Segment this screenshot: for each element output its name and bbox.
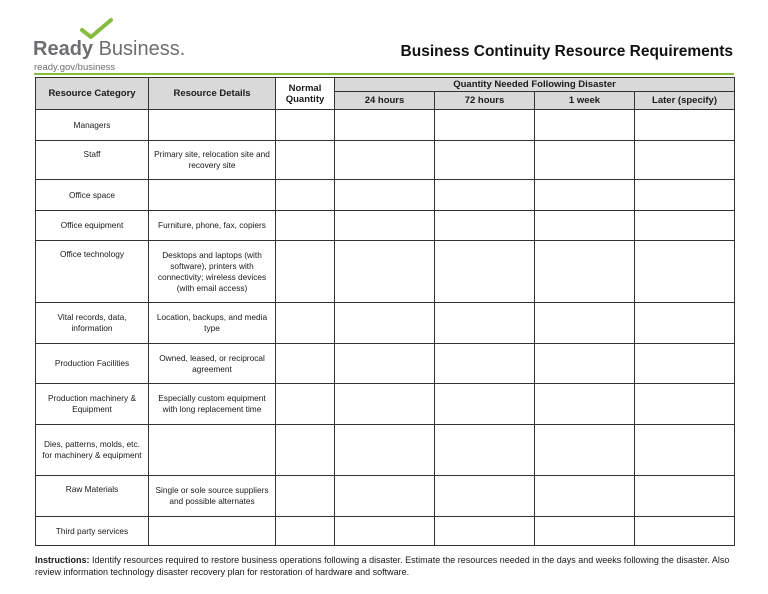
row-details: Furniture, phone, fax, copiers [149, 211, 276, 241]
qty-1-week-cell[interactable] [535, 517, 635, 546]
logo-url: ready.gov/business [34, 62, 116, 73]
normal-quantity-cell[interactable] [276, 384, 335, 425]
logo-wordmark [33, 38, 185, 61]
qty-1-week-cell[interactable] [535, 211, 635, 241]
normal-quantity-cell[interactable] [276, 141, 335, 180]
qty-later-cell[interactable] [635, 517, 735, 546]
header-normal-quantity: Normal Quantity [276, 78, 335, 110]
row-details: Desktops and laptops (with software), printers with connectivity; wireless devices (with email access) [149, 241, 276, 303]
normal-quantity-cell[interactable] [276, 303, 335, 344]
header-resource-category: Resource Category [36, 78, 149, 110]
row-details: Location, backups, and media type [149, 303, 276, 344]
row-details [149, 180, 276, 211]
qty-72-hours-cell[interactable] [435, 180, 535, 211]
row-details [149, 517, 276, 546]
qty-72-hours-cell[interactable] [435, 517, 535, 546]
instructions-text: Identify resources required to restore business operations following a disaster. Estimate the resources needed in the days and weeks following the disaster. Also review information technology disaster recovery plan for restoration of hardware and software. [35, 555, 730, 577]
row-category: Production Facilities [36, 344, 149, 384]
row-details [149, 110, 276, 141]
instructions [35, 554, 735, 578]
header-divider [34, 73, 734, 75]
row-category: Office technology [36, 241, 149, 303]
qty-72-hours-cell[interactable] [435, 241, 535, 303]
header-resource-details: Resource Details [149, 78, 276, 110]
table-row [36, 241, 735, 303]
qty-1-week-cell[interactable] [535, 344, 635, 384]
qty-24-hours-cell[interactable] [335, 384, 435, 425]
qty-24-hours-cell[interactable] [335, 241, 435, 303]
page-header [0, 0, 768, 80]
normal-quantity-cell[interactable] [276, 344, 335, 384]
normal-quantity-cell[interactable] [276, 211, 335, 241]
qty-1-week-cell[interactable] [535, 180, 635, 211]
qty-1-week-cell[interactable] [535, 241, 635, 303]
row-category: Office space [36, 180, 149, 211]
header-later-specify: Later (specify) [635, 92, 735, 110]
resource-requirements-table [35, 77, 735, 546]
qty-72-hours-cell[interactable] [435, 384, 535, 425]
row-details: Especially custom equipment with long replacement time [149, 384, 276, 425]
row-category: Production machinery & Equipment [36, 384, 149, 425]
normal-quantity-cell[interactable] [276, 241, 335, 303]
table-row [36, 344, 735, 384]
ready-business-logo [33, 18, 193, 74]
qty-24-hours-cell[interactable] [335, 110, 435, 141]
qty-72-hours-cell[interactable] [435, 476, 535, 517]
row-category: Staff [36, 141, 149, 180]
row-details [149, 425, 276, 476]
qty-72-hours-cell[interactable] [435, 344, 535, 384]
logo-business: Business. [98, 38, 186, 60]
header-24-hours: 24 hours [335, 92, 435, 110]
normal-quantity-cell[interactable] [276, 517, 335, 546]
qty-24-hours-cell[interactable] [335, 476, 435, 517]
qty-72-hours-cell[interactable] [435, 141, 535, 180]
table-row [36, 517, 735, 546]
row-category: Office equipment [36, 211, 149, 241]
table-row [36, 211, 735, 241]
table-row [36, 476, 735, 517]
qty-24-hours-cell[interactable] [335, 303, 435, 344]
qty-1-week-cell[interactable] [535, 141, 635, 180]
qty-72-hours-cell[interactable] [435, 425, 535, 476]
qty-1-week-cell[interactable] [535, 425, 635, 476]
normal-quantity-cell[interactable] [276, 180, 335, 211]
row-category: Third party services [36, 517, 149, 546]
row-category: Dies, patterns, molds, etc. for machinery & equipment [36, 425, 149, 476]
normal-quantity-cell[interactable] [276, 476, 335, 517]
header-quantity-needed: Quantity Needed Following Disaster [335, 78, 735, 92]
qty-later-cell[interactable] [635, 476, 735, 517]
normal-quantity-cell[interactable] [276, 110, 335, 141]
qty-24-hours-cell[interactable] [335, 517, 435, 546]
qty-1-week-cell[interactable] [535, 476, 635, 517]
qty-later-cell[interactable] [635, 344, 735, 384]
qty-24-hours-cell[interactable] [335, 344, 435, 384]
qty-later-cell[interactable] [635, 110, 735, 141]
document-title: Business Continuity Resource Requirements [400, 43, 733, 60]
qty-24-hours-cell[interactable] [335, 211, 435, 241]
table-row [36, 303, 735, 344]
normal-quantity-cell[interactable] [276, 425, 335, 476]
qty-72-hours-cell[interactable] [435, 303, 535, 344]
row-category: Raw Materials [36, 476, 149, 517]
qty-later-cell[interactable] [635, 241, 735, 303]
table-row [36, 425, 735, 476]
logo-ready: Ready [33, 38, 94, 60]
qty-72-hours-cell[interactable] [435, 211, 535, 241]
row-details: Single or sole source suppliers and possible alternates [149, 476, 276, 517]
header-1-week: 1 week [535, 92, 635, 110]
row-category: Managers [36, 110, 149, 141]
qty-24-hours-cell[interactable] [335, 180, 435, 211]
qty-24-hours-cell[interactable] [335, 425, 435, 476]
qty-24-hours-cell[interactable] [335, 141, 435, 180]
qty-later-cell[interactable] [635, 211, 735, 241]
qty-1-week-cell[interactable] [535, 384, 635, 425]
qty-later-cell[interactable] [635, 303, 735, 344]
header-72-hours: 72 hours [435, 92, 535, 110]
table-row [36, 141, 735, 180]
qty-1-week-cell[interactable] [535, 303, 635, 344]
qty-later-cell[interactable] [635, 425, 735, 476]
qty-1-week-cell[interactable] [535, 110, 635, 141]
qty-later-cell[interactable] [635, 180, 735, 211]
row-details: Primary site, relocation site and recovery site [149, 141, 276, 180]
row-details: Owned, leased, or reciprocal agreement [149, 344, 276, 384]
table-row [36, 110, 735, 141]
qty-72-hours-cell[interactable] [435, 110, 535, 141]
checkmark-icon [80, 18, 114, 40]
table-row [36, 384, 735, 425]
table-row [36, 180, 735, 211]
qty-later-cell[interactable] [635, 141, 735, 180]
instructions-label: Instructions: [35, 555, 90, 565]
row-category: Vital records, data, information [36, 303, 149, 344]
qty-later-cell[interactable] [635, 384, 735, 425]
